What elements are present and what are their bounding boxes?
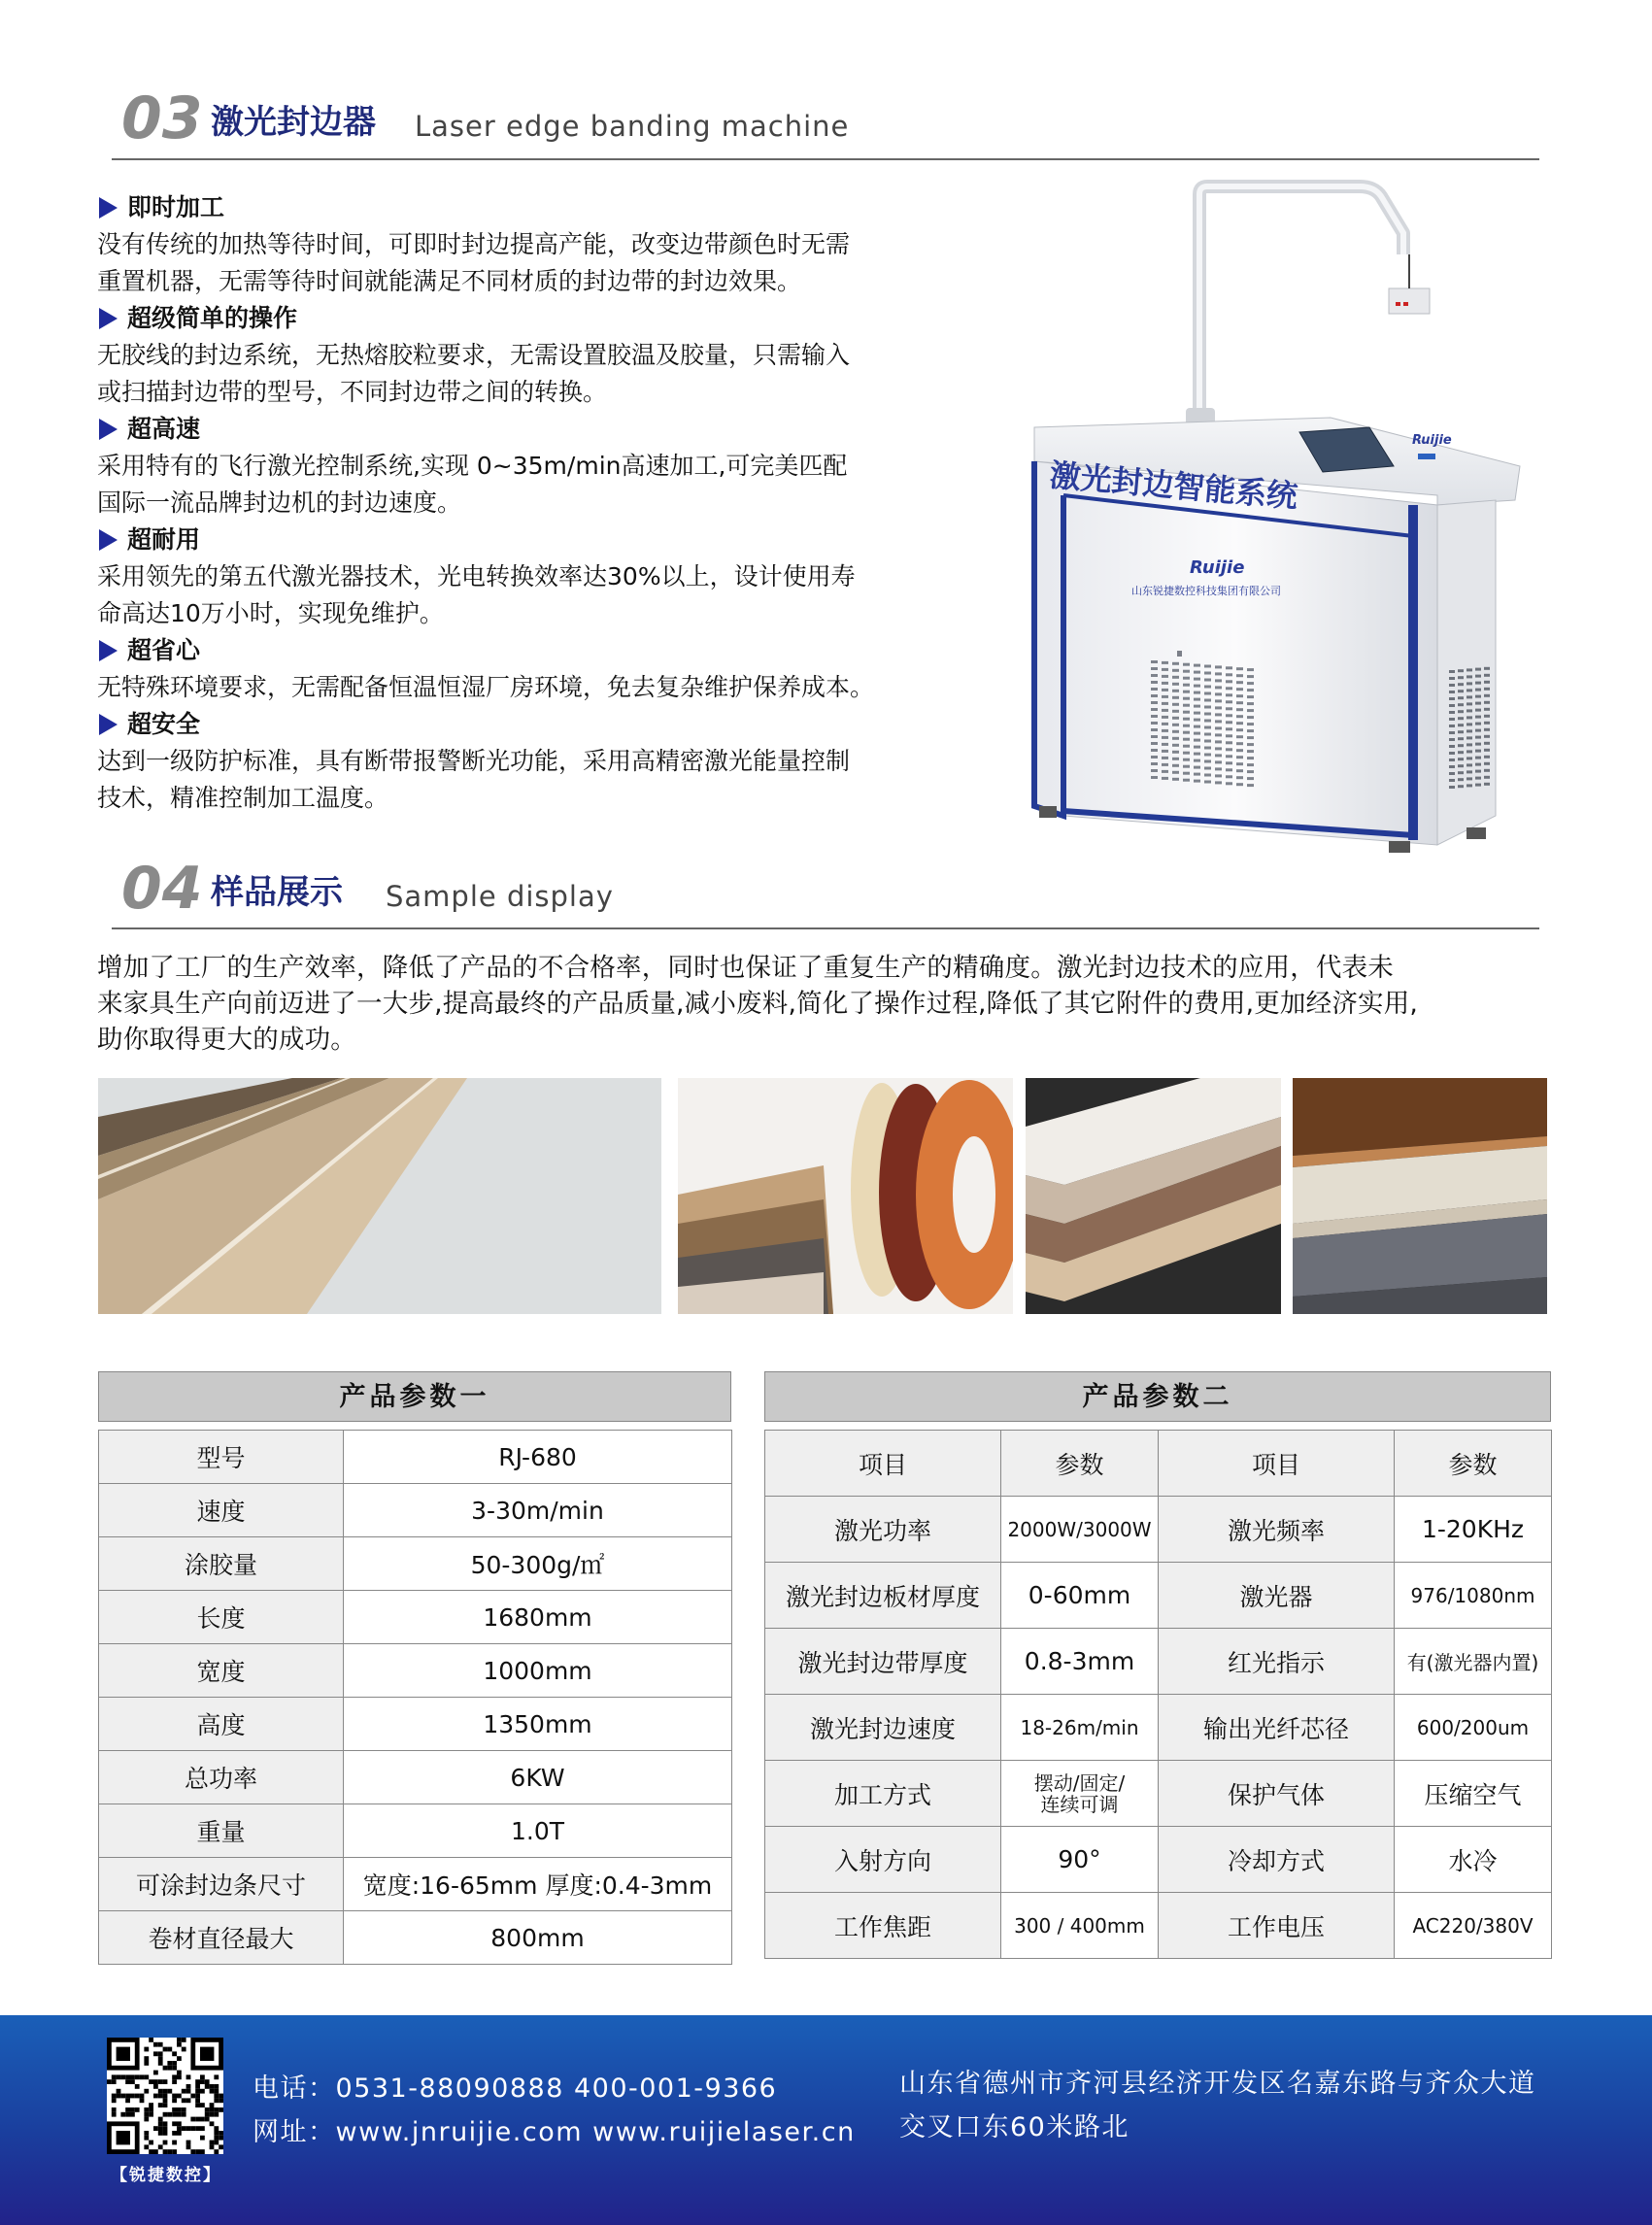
table-row [99,1537,732,1591]
param-name: 重量 [99,1804,344,1858]
param-name: 激光器 [1159,1563,1395,1629]
param-name: 卷材直径最大 [99,1911,344,1965]
website-text: 网址：www.jnruijie.com www.ruijielaser.cn [253,2117,856,2147]
feature-list [97,189,961,817]
column-header: 参数 [1395,1431,1552,1497]
table-row [765,1563,1552,1629]
sample-photo-wood-boards [98,1078,661,1314]
table-row [99,1698,732,1751]
param-value: 300 / 400mm [1001,1893,1159,1959]
feature-text: 没有传统的加热等待时间，可即时封边提高产能，改变边带颜色时无需 [97,230,851,258]
table-row [99,1751,732,1804]
param-name: 激光封边板材厚度 [765,1563,1001,1629]
param-name: 激光频率 [1159,1497,1395,1563]
param-name: 可涂封边条尺寸 [99,1858,344,1911]
feature-text: 命高达10万小时，实现免维护。 [97,599,444,627]
triangle-bullet-icon [99,714,118,735]
qr-code [107,2038,223,2154]
param-value: 1000mm [344,1644,732,1698]
panel-title: 激光封边智能系统 [1048,456,1299,516]
triangle-bullet-icon [99,197,118,219]
feature-text: 无胶线的封边系统，无热熔胶粒要求，无需设置胶温及胶量，只需输入 [97,341,851,369]
param-value: AC220/380V [1395,1893,1552,1959]
feature-item [97,300,961,411]
param-name: 红光指示 [1159,1629,1395,1695]
address-line-2: 交叉口东60米路北 [899,2112,1129,2142]
param-value: 18-26m/min [1001,1695,1159,1761]
param-name: 激光封边速度 [765,1695,1001,1761]
deck-logo: Ruijie [1412,433,1452,448]
section-04-header [112,855,1539,923]
param-value: 有(激光器内置) [1395,1629,1552,1695]
table1-title: 产品参数一 [98,1371,731,1422]
phone-text: 电话：0531-88090888 400-001-9366 [253,2073,778,2104]
param-value: 水冷 [1395,1827,1552,1893]
feature-item [97,189,961,300]
intro-line: 来家具生产向前迈进了一大步,提高最终的产品质量,减小废料,简化了操作过程,降低了其它附件的费用,更加经济实用, [97,989,1419,1019]
param-name: 型号 [99,1431,344,1484]
feature-title: 即时加工 [127,193,225,221]
table-header-row [765,1431,1552,1497]
feature-text: 无特殊环境要求，无需配备恒温恒湿厂房环境，免去复杂维护保养成本。 [97,673,875,701]
feature-item [97,632,961,706]
param-value: 6KW [344,1751,732,1804]
feature-text: 采用领先的第五代激光器技术，光电转换效率达30%以上，设计使用寿 [97,562,856,590]
section-number: 04 [121,855,203,923]
triangle-bullet-icon [99,529,118,551]
param-name: 工作电压 [1159,1893,1395,1959]
param-name: 速度 [99,1484,344,1537]
param-name: 宽度 [99,1644,344,1698]
param-name: 加工方式 [765,1761,1001,1827]
column-header: 项目 [1159,1431,1395,1497]
table2-title: 产品参数二 [764,1371,1551,1422]
table-row [99,1431,732,1484]
sample-photo-panels [1026,1078,1281,1314]
param-name: 保护气体 [1159,1761,1395,1827]
feature-item [97,411,961,522]
section-subtitle: Sample display [386,880,614,913]
table-row [99,1591,732,1644]
param-value: 2000W/3000W [1001,1497,1159,1563]
param-name: 长度 [99,1591,344,1644]
body-company: 山东锐捷数控科技集团有限公司 [1131,585,1281,597]
section-divider [112,927,1539,929]
param-name: 入射方向 [765,1827,1001,1893]
param-name: 高度 [99,1698,344,1751]
param-name: 涂胶量 [99,1537,344,1591]
intro-line: 助你取得更大的成功。 [97,1025,356,1055]
qr-label: 【锐捷数控】 [111,2166,221,2185]
param-value: 976/1080nm [1395,1563,1552,1629]
param-value: 压缩空气 [1395,1761,1552,1827]
table-row [765,1497,1552,1563]
column-header: 参数 [1001,1431,1159,1497]
table-row [99,1484,732,1537]
table-row [765,1827,1552,1893]
feature-text: 或扫描封边带的型号，不同封边带之间的转换。 [97,378,608,406]
param-value: 1-20KHz [1395,1497,1552,1563]
sample-photo-edge-bands [678,1078,1013,1314]
feature-title: 超高速 [127,415,201,443]
feature-title: 超级简单的操作 [127,304,298,332]
feature-text: 技术，精准控制加工温度。 [97,784,389,812]
table-row [765,1695,1552,1761]
feature-text: 采用特有的飞行激光控制系统,实现 0~35m/min高速加工,可完美匹配 [97,452,848,480]
body-logo: Ruijie [1190,557,1245,578]
param-value: 摆动/固定/ 连续可调 [1001,1761,1159,1827]
params-table-1 [98,1430,732,1965]
param-value: 1350mm [344,1698,732,1751]
param-name: 激光功率 [765,1497,1001,1563]
table-row [99,1911,732,1965]
section-divider [112,158,1539,160]
column-header: 项目 [765,1431,1001,1497]
param-value: 3-30m/min [344,1484,732,1537]
table-row [765,1761,1552,1827]
param-value: 0-60mm [1001,1563,1159,1629]
triangle-bullet-icon [99,419,118,440]
section-title: 激光封边器 [211,103,376,142]
params-table-2 [764,1430,1552,1959]
param-value: RJ-680 [344,1431,732,1484]
param-name: 冷却方式 [1159,1827,1395,1893]
table-row [99,1804,732,1858]
param-value: 600/200um [1395,1695,1552,1761]
feature-item [97,706,961,817]
param-value: 宽度:16-65mm 厚度:0.4-3mm [344,1858,732,1911]
feature-title: 超省心 [127,636,201,664]
sample-photo-laminates [1293,1078,1547,1314]
param-value: 1680mm [344,1591,732,1644]
section-number: 03 [121,84,203,152]
param-value: 0.8-3mm [1001,1629,1159,1695]
feature-text: 达到一级防护标准，具有断带报警断光功能，采用高精密激光能量控制 [97,747,851,775]
feature-item [97,522,961,632]
laser-machine-image [1010,175,1534,855]
table-row [99,1644,732,1698]
param-value: 800mm [344,1911,732,1965]
section-03-header [112,84,1539,152]
triangle-bullet-icon [99,308,118,329]
footer [0,2015,1652,2225]
feature-text: 国际一流品牌封边机的封边速度。 [97,489,462,517]
intro-paragraph [97,950,1554,1058]
table-row [99,1858,732,1911]
triangle-bullet-icon [99,640,118,661]
param-name: 输出光纤芯径 [1159,1695,1395,1761]
feature-text: 重置机器，无需等待时间就能满足不同材质的封边带的封边效果。 [97,267,802,295]
param-value: 90° [1001,1827,1159,1893]
address-line-1: 山东省德州市齐河县经济开发区名嘉东路与齐众大道 [899,2069,1536,2099]
param-name: 激光封边带厚度 [765,1629,1001,1695]
section-title: 样品展示 [211,873,343,912]
section-subtitle: Laser edge banding machine [415,110,850,143]
feature-title: 超安全 [127,710,201,738]
param-name: 工作焦距 [765,1893,1001,1959]
param-value: 1.0T [344,1804,732,1858]
intro-line: 增加了工厂的生产效率，降低了产品的不合格率，同时也保证了重复生产的精确度。激光封边技术的应用，代表未 [97,953,1394,983]
table-row [765,1629,1552,1695]
param-value: 50-300g/㎡ [344,1537,732,1591]
table-row [765,1893,1552,1959]
param-name: 总功率 [99,1751,344,1804]
feature-title: 超耐用 [127,525,201,554]
